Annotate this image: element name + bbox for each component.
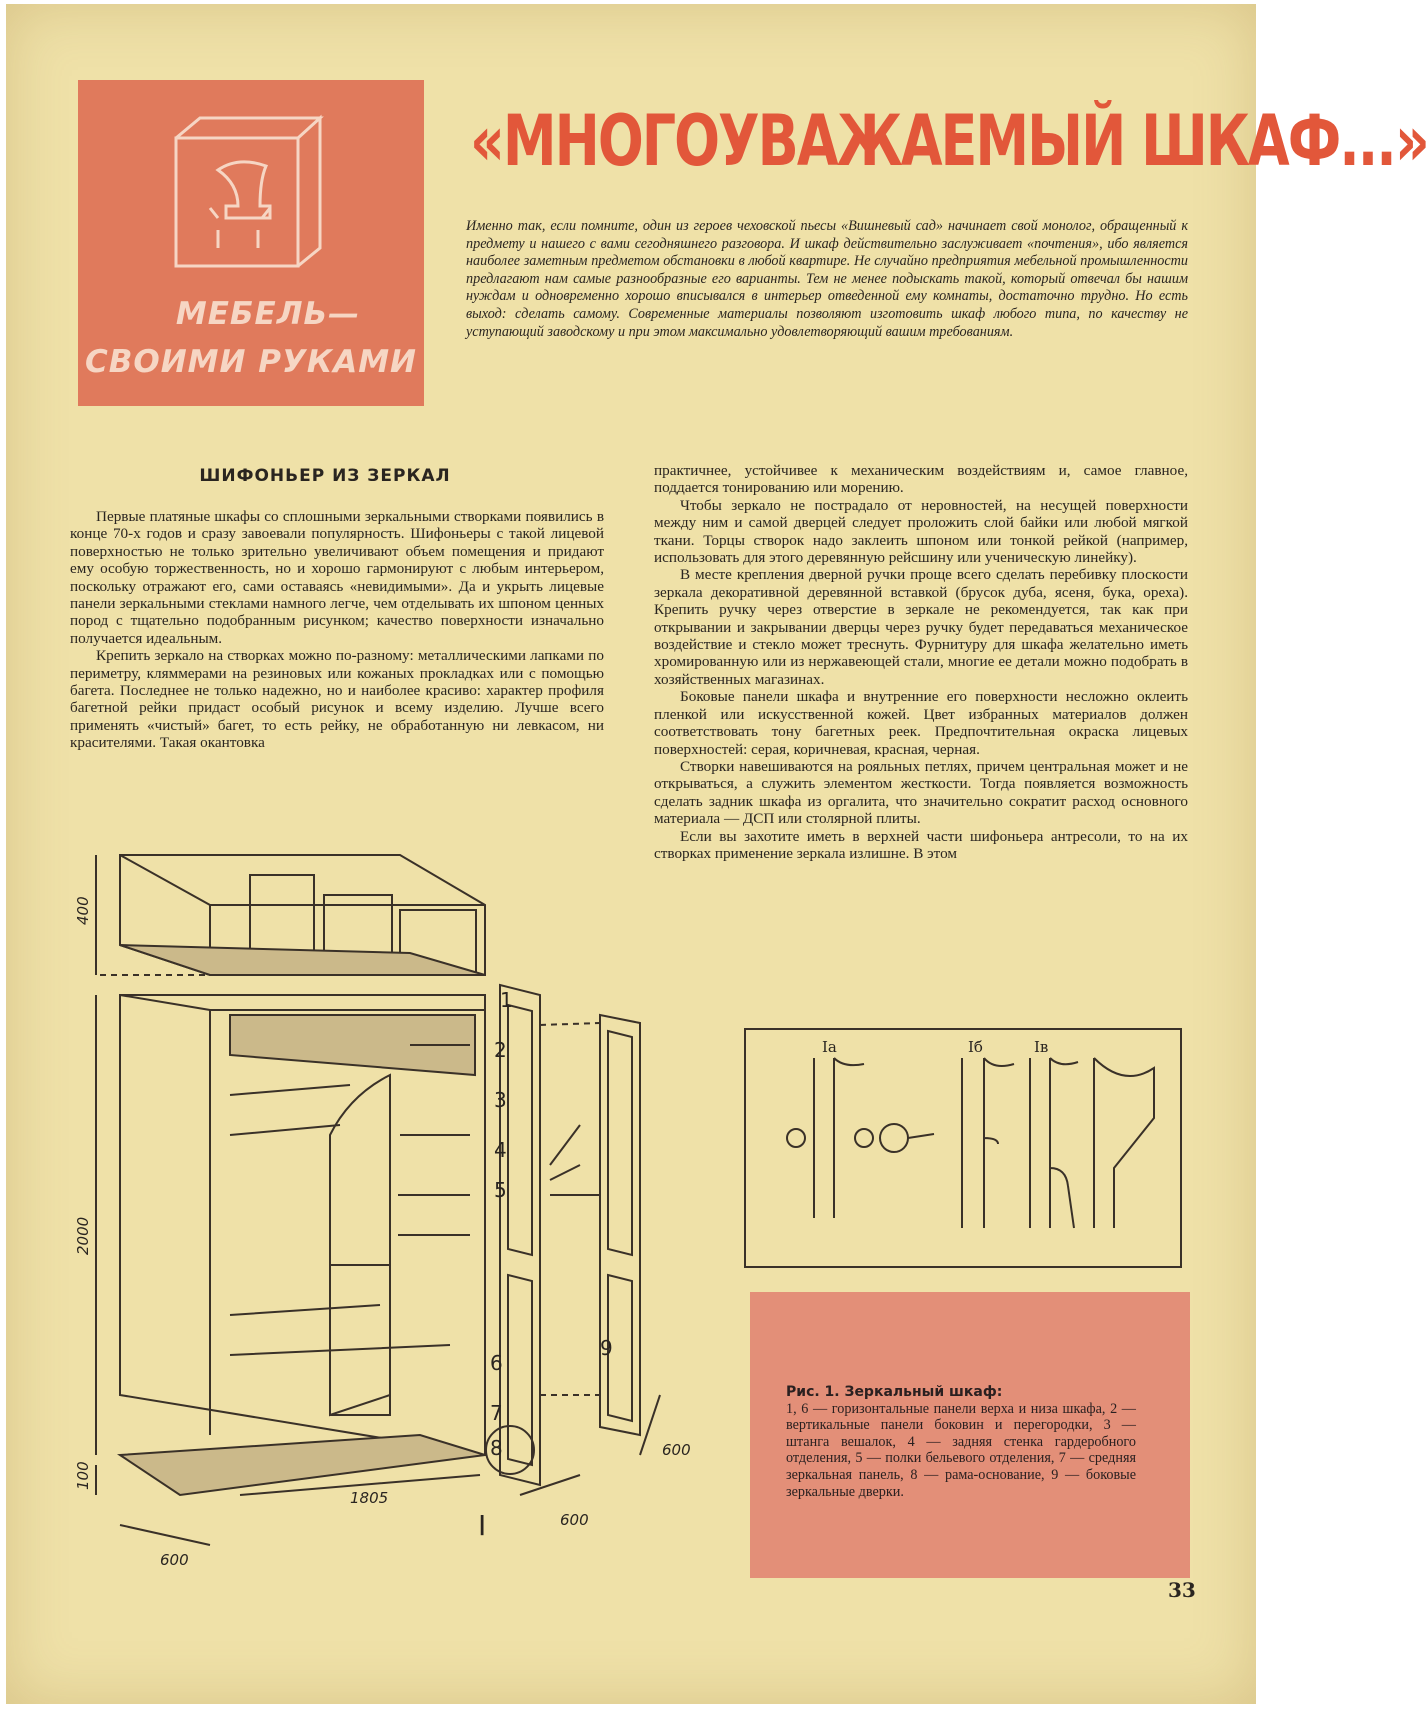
callout-number: 2	[494, 1038, 507, 1062]
text-column-2	[654, 462, 1188, 862]
page-number: 33	[1168, 1578, 1196, 1602]
mezzanine-shelf	[120, 945, 485, 975]
wardrobe-drawing	[74, 835, 720, 1595]
callout-number: 1	[500, 988, 513, 1012]
rubric-line-2: СВОИМИ РУКАМИ	[84, 344, 417, 380]
detail-label: Iб	[968, 1038, 983, 1056]
paragraph: Первые платяные шкафы со сплошными зеркальными створками появились в конце 70-х годов и сразу завоевали популярность. Шифоньеры с такой лицевой поверхностью не только зрительно увеличивают объем помещения и придают ему особую торжественность, но и хорошо гармонируют с любым интерьером, поскольку отражают его, сами оставаясь «невидимыми». Да и укрыть лицевые панели зеркальными стеклами намного легче, чем отделывать их шпоном ценных пород с тщательно подобранным рисунком; качество поверхности изначально получается идеальным.	[70, 508, 604, 647]
base-frame	[120, 1435, 485, 1495]
dimension-label: 1805	[350, 1489, 389, 1507]
paragraph: Если вы захотите иметь в верхней части шифоньера антресоли, то на их створках применение зеркала излишне. В этом	[654, 827, 1188, 862]
paragraph: Чтобы зеркало не пострадало от неровностей, на несущей поверхности между ним и самой дверцей следует проложить слой байки или любой мягкой ткани. Торцы створок надо заклеить шпоном или тонкой рейкой (например, использовать для этого деревянную рейсшину или ученическую линейку).	[654, 496, 1188, 567]
detail-label: Iа	[822, 1038, 837, 1056]
paragraph: Крепить зеркало на створках можно по-разному: металлическими лапками по периметру, кляммерами на резиновых или кожаных прокладках или с помощью багета. Последнее не только надежно, но и наиболее красиво: характер профиля багетной рейки придаст особый рисунок и всему изделию. Лучше всего применять «чистый» багет, то есть рейку, не обработанную ни левкасом, ни красителями. Такая окантовка	[70, 647, 604, 752]
article-title: «МНОГОУВАЖАЕМЫЙ ШКАФ...»	[470, 100, 1428, 182]
callout-number: 7	[490, 1401, 503, 1425]
dimension-label: 2000	[74, 1216, 92, 1255]
callout-number: 9	[600, 1336, 613, 1360]
callout-number: 4	[494, 1138, 507, 1162]
dimension-label: 600	[160, 1551, 189, 1569]
dimension-label: 600	[560, 1511, 589, 1529]
paragraph: практичнее, устойчивее к механическим воздействиям и, самое главное, поддается тонированию или морению.	[654, 462, 1188, 497]
callout-number: 3	[494, 1088, 507, 1112]
dimension-label: 600	[662, 1441, 691, 1459]
section-heading: ШИФОНЬЕР ИЗ ЗЕРКАЛ	[199, 466, 451, 486]
dimension-label: 400	[74, 896, 92, 925]
paragraph: Створки навешиваются на рояльных петлях, причем центральная может и не открываться, а служить элементом жесткости. Тогда появляется возможность сделать задник шкафа из оргалита, что значительно сократит расход основного материала — ДСП или столярной плиты.	[654, 757, 1188, 828]
paragraph: Боковые панели шкафа и внутренние его поверхности несложно оклеить пленкой или искусственной кожей. Цвет избранных материалов должен соответствовать тону багетных реек. Предпочтительная окраска лицевых поверхностей: серая, коричневая, красная, черная.	[654, 688, 1188, 758]
detail-label: I	[478, 1509, 487, 1542]
hardware-details-drawing	[744, 1028, 1184, 1270]
detail-label: Iв	[1034, 1038, 1049, 1056]
text-column-1	[70, 508, 604, 752]
caption-text: 1, 6 — горизонтальные панели верха и низа шкафа, 2 — вертикальные панели боковин и перегородки, 3 — штанга вешалок, 4 — задняя стенка гардеробного отделения, 5 — полки бельевого отделения, 7 — средняя зеркальная панель, 8 — рама-основание, 9 — боковые зеркальные дверки.	[786, 1400, 1136, 1500]
middle-mirror-panel	[330, 1265, 390, 1415]
callout-number: 5	[494, 1178, 507, 1202]
rubric-block	[78, 80, 424, 406]
callout-number: 6	[490, 1351, 503, 1375]
callout-number: 8	[490, 1436, 503, 1460]
dimension-label: 100	[74, 1461, 92, 1490]
paragraph: В месте крепления дверной ручки проще всего сделать перебивку плоскости зеркала декоративной деревянной вставкой (брусок дуба, ясеня, бука, ореха). Крепить ручку через отверстие в зеркале не рекомендуется, так как при открывании и закрывании дверцы через ручку будет передаваться механическое воздействие и стекло может треснуть. Фурнитуру для шкафа желательно иметь хромированную или из нержавеющей стали, многие ее детали можно подобрать в хозяйственных магазинах.	[654, 566, 1188, 688]
rubric-line-1: МЕБЕЛЬ—	[175, 296, 361, 332]
figure-caption	[786, 1384, 1136, 1500]
caption-title: Рис. 1. Зеркальный шкаф:	[786, 1384, 1003, 1400]
lead-paragraph: Именно так, если помните, один из героев чеховской пьесы «Вишневый сад» начинает свой монолог, обращенный к предмету и нашего с вами сегодняшнего разговора. И шкаф действительно заслуживает «почтения», ибо является наиболее заметным предметом обстановки в любой квартире. Не случайно предприятия мебельной промышленности предлагают нам самые разнообразные его варианты. Тем не менее подыскать такой, который отвечал бы нашим нуждам и одновременно хорошо вписывался в интерьер отведенной ему комнаты, достаточно трудно. Но есть выход: сделать самому. Современные материалы позволяют изготовить шкаф любого типа, по качеству не уступающий заводскому и при этом максимально удовлетворяющий вашим требованиям.	[466, 218, 1188, 340]
side-door	[600, 1015, 640, 1435]
